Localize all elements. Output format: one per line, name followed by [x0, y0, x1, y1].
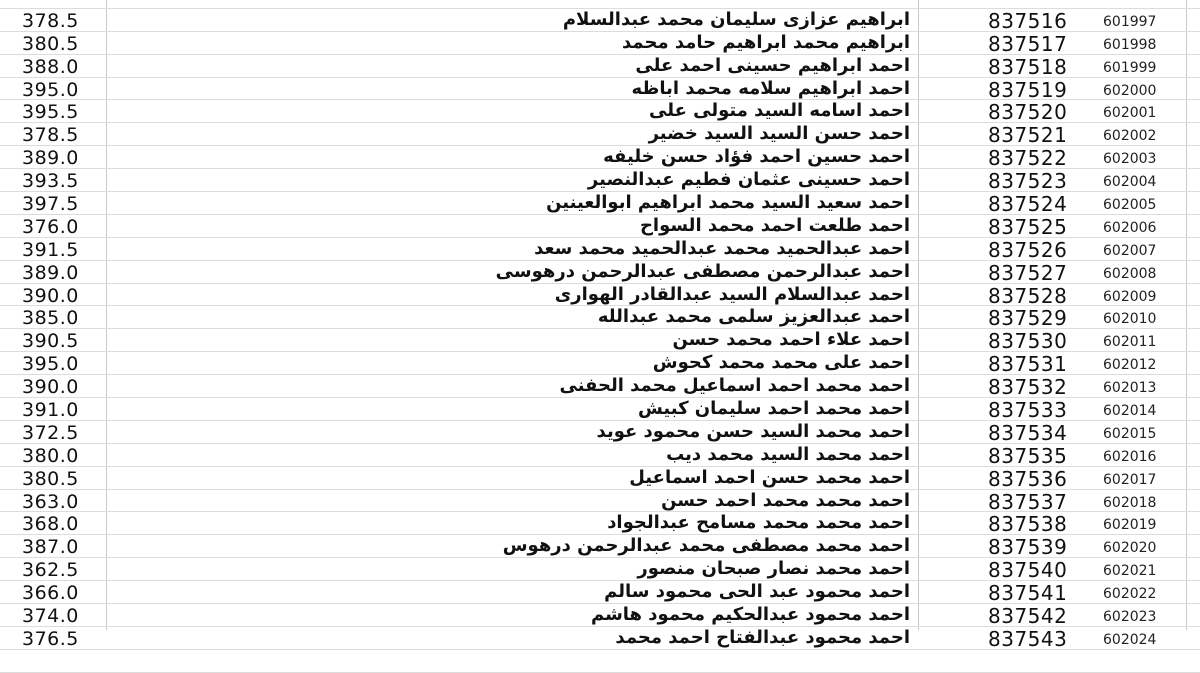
name-cell: احمد محمود عبدالحكيم محمود هاشم — [590, 604, 910, 626]
seat-number-cell: 837518 — [988, 54, 1068, 79]
score-cell: 389.0 — [22, 261, 79, 284]
seat-number-cell: 837527 — [988, 260, 1068, 285]
name-cell: ابراهيم محمد ابراهيم حامد محمد — [622, 31, 910, 53]
name-cell: احمد محمد احمد اسماعيل محمد الحفنى — [559, 375, 910, 397]
name-cell: احمد محمد احمد سليمان كبيش — [637, 398, 910, 420]
seat-number-cell: 837536 — [988, 466, 1068, 491]
serial-cell: 602012 — [1103, 357, 1157, 374]
seat-number-cell: 837522 — [988, 146, 1068, 171]
serial-cell: 602017 — [1103, 471, 1157, 488]
serial-cell: 602003 — [1103, 151, 1157, 168]
serial-cell: 602021 — [1103, 563, 1157, 580]
name-cell: احمد محمد السيد حسن محمود عويد — [596, 420, 910, 442]
table-row — [0, 100, 1200, 123]
score-cell: 391.0 — [22, 399, 79, 422]
score-cell: 376.0 — [22, 215, 79, 238]
table-row — [0, 512, 1200, 535]
seat-number-cell: 837516 — [988, 8, 1068, 33]
seat-number-cell: 837540 — [988, 558, 1068, 583]
table-row — [0, 352, 1200, 375]
serial-cell: 602005 — [1103, 197, 1157, 214]
name-cell: احمد سعيد السيد محمد ابراهيم ابوالعينين — [546, 192, 910, 214]
serial-cell: 602009 — [1103, 288, 1157, 305]
seat-number-cell: 837528 — [988, 283, 1068, 308]
score-cell: 380.5 — [22, 32, 79, 55]
serial-cell: 602004 — [1103, 174, 1157, 191]
name-cell: احمد عبدالعزيز سلمى محمد عبدالله — [597, 306, 910, 328]
seat-number-cell: 837526 — [988, 237, 1068, 262]
score-cell: 390.0 — [22, 284, 79, 307]
table-row — [0, 215, 1200, 238]
score-cell: 390.0 — [22, 376, 79, 399]
name-cell: احمد محمد محمد مسامح عبدالجواد — [607, 512, 910, 534]
seat-number-cell: 837533 — [988, 398, 1068, 423]
serial-cell: 602013 — [1103, 380, 1157, 397]
seat-number-cell: 837541 — [988, 581, 1068, 606]
score-cell: 378.5 — [22, 124, 79, 147]
serial-cell: 602016 — [1103, 448, 1157, 465]
score-cell: 395.0 — [22, 78, 79, 101]
seat-number-cell: 837519 — [988, 77, 1068, 102]
name-cell: احمد حسينى عثمان فطيم عبدالنصير — [587, 169, 910, 191]
table-row — [0, 261, 1200, 284]
table-row — [0, 238, 1200, 261]
name-cell: احمد محمد السيد محمد ديب — [666, 443, 910, 465]
score-cell: 378.5 — [22, 9, 79, 32]
table-row — [0, 9, 1200, 32]
name-cell: احمد حسن السيد السيد خضير — [648, 123, 910, 145]
serial-cell: 602022 — [1103, 586, 1157, 603]
table-row — [0, 32, 1200, 55]
score-cell: 366.0 — [22, 582, 79, 605]
score-cell: 362.5 — [22, 559, 79, 582]
table-row — [0, 444, 1200, 467]
serial-cell: 602002 — [1103, 128, 1157, 145]
serial-cell: 602019 — [1103, 517, 1157, 534]
serial-cell: 602010 — [1103, 311, 1157, 328]
score-cell: 395.5 — [22, 101, 79, 124]
seat-number-cell: 837524 — [988, 192, 1068, 217]
table-row — [0, 284, 1200, 307]
name-cell: احمد اسامه السيد متولى على — [649, 100, 910, 122]
serial-cell: 602007 — [1103, 242, 1157, 259]
name-cell: احمد محمود عبد الحى محمود سالم — [604, 581, 910, 603]
table-row — [0, 55, 1200, 78]
table-row — [0, 329, 1200, 352]
name-cell: احمد حسين احمد فؤاد حسن خليفه — [603, 146, 910, 168]
table-row — [0, 604, 1200, 627]
serial-cell: 601997 — [1103, 13, 1157, 30]
serial-cell: 602014 — [1103, 403, 1157, 420]
score-cell: 388.0 — [22, 55, 79, 78]
seat-number-cell: 837529 — [988, 306, 1068, 331]
serial-cell: 602008 — [1103, 265, 1157, 282]
seat-number-cell: 837535 — [988, 443, 1068, 468]
serial-cell: 602024 — [1103, 631, 1157, 648]
score-cell: 387.0 — [22, 536, 79, 559]
score-cell: 380.0 — [22, 444, 79, 467]
name-cell: احمد عبدالرحمن مصطفى عبدالرحمن درهوسى — [495, 260, 910, 282]
score-cell: 395.0 — [22, 353, 79, 376]
seat-number-cell: 837539 — [988, 535, 1068, 560]
table-row — [0, 535, 1200, 558]
name-cell: احمد عبدالحميد محمد عبدالحميد محمد سعد — [534, 237, 910, 259]
table-row — [0, 650, 1200, 673]
name-cell: ابراهيم عزازى سليمان محمد عبدالسلام — [562, 8, 910, 30]
table-row — [0, 169, 1200, 192]
seat-number-cell: 837530 — [988, 329, 1068, 354]
name-cell: احمد ابراهيم سلامه محمد اباظه — [631, 77, 910, 99]
seat-number-cell: 837534 — [988, 420, 1068, 445]
serial-cell: 602006 — [1103, 219, 1157, 236]
serial-cell: 602001 — [1103, 105, 1157, 122]
table-row — [0, 581, 1200, 604]
score-cell: 376.5 — [22, 627, 79, 650]
serial-cell: 602018 — [1103, 494, 1157, 511]
seat-number-cell: 837521 — [988, 123, 1068, 148]
table-row — [0, 398, 1200, 421]
name-cell: احمد على محمد محمد كحوش — [652, 352, 910, 374]
serial-cell: 601998 — [1103, 36, 1157, 53]
serial-cell: 601999 — [1103, 59, 1157, 76]
table-row — [0, 146, 1200, 169]
score-cell: 374.0 — [22, 605, 79, 628]
seat-number-cell: 837532 — [988, 375, 1068, 400]
table-row — [0, 467, 1200, 490]
seat-number-cell: 837520 — [988, 100, 1068, 125]
score-cell: 390.5 — [22, 330, 79, 353]
name-cell: احمد علاء احمد محمد حسن — [672, 329, 910, 351]
table-row — [0, 123, 1200, 146]
serial-cell: 602011 — [1103, 334, 1157, 351]
seat-number-cell: 837531 — [988, 352, 1068, 377]
table-row — [0, 78, 1200, 101]
seat-number-cell: 837542 — [988, 604, 1068, 629]
table-row — [0, 490, 1200, 513]
name-cell: احمد طلعت احمد محمد السواح — [639, 214, 910, 236]
table-row — [0, 0, 1200, 9]
score-cell: 380.5 — [22, 467, 79, 490]
name-cell: احمد ابراهيم حسينى احمد على — [635, 54, 910, 76]
serial-cell: 602000 — [1103, 82, 1157, 99]
table-row — [0, 375, 1200, 398]
table-row — [0, 306, 1200, 329]
name-cell: احمد محمد نصار صبحان منصور — [637, 558, 910, 580]
serial-cell: 602015 — [1103, 425, 1157, 442]
seat-number-cell: 837517 — [988, 31, 1068, 56]
name-cell: احمد محمد محمد احمد حسن — [661, 489, 910, 511]
seat-number-cell: 837523 — [988, 169, 1068, 194]
table-row — [0, 558, 1200, 581]
score-cell: 389.0 — [22, 147, 79, 170]
name-cell: احمد عبدالسلام السيد عبدالقادر الهوارى — [554, 283, 910, 305]
name-cell: احمد محمد مصطفى محمد عبدالرحمن درهوس — [502, 535, 910, 557]
score-cell: 391.5 — [22, 238, 79, 261]
serial-cell: 602023 — [1103, 609, 1157, 626]
serial-cell: 602020 — [1103, 540, 1157, 557]
name-cell: احمد محمود عبدالفتاح احمد محمد — [615, 626, 910, 648]
table-row — [0, 421, 1200, 444]
score-cell: 372.5 — [22, 421, 79, 444]
seat-number-cell: 837537 — [988, 489, 1068, 514]
seat-number-cell: 837538 — [988, 512, 1068, 537]
table-row — [0, 192, 1200, 215]
name-cell: احمد محمد حسن احمد اسماعيل — [629, 466, 910, 488]
score-cell: 363.0 — [22, 490, 79, 513]
seat-number-cell: 837525 — [988, 214, 1068, 239]
seat-number-cell: 837543 — [988, 626, 1068, 651]
score-cell: 393.5 — [22, 170, 79, 193]
score-cell: 397.5 — [22, 193, 79, 216]
score-cell: 368.0 — [22, 513, 79, 536]
score-cell: 385.0 — [22, 307, 79, 330]
table-row — [0, 627, 1200, 650]
